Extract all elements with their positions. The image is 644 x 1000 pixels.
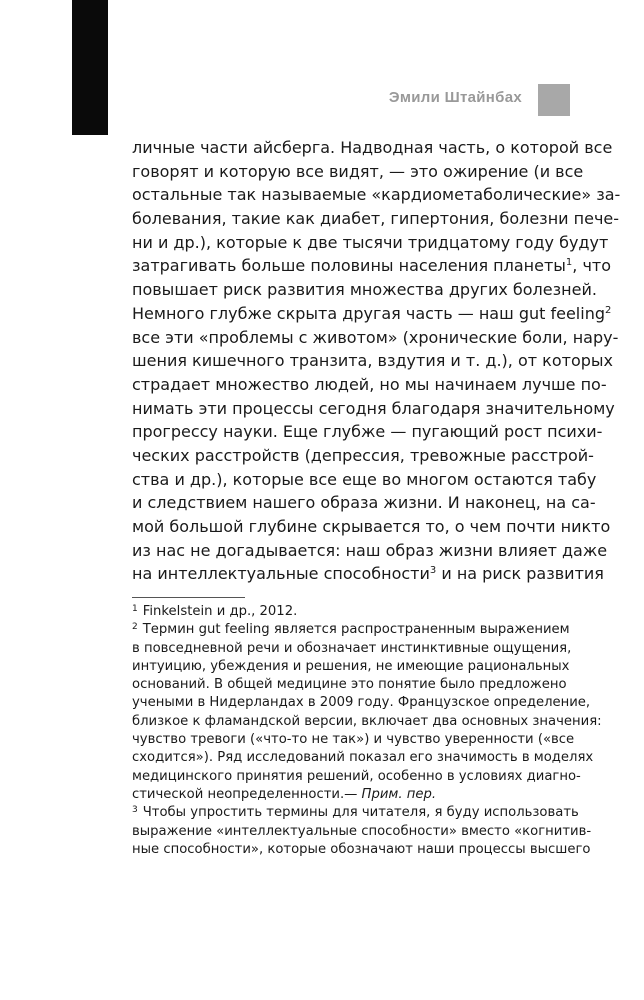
footnote-ref-3[interactable]: 3 bbox=[429, 565, 437, 577]
author-name: Эмили Штайнбах bbox=[388, 89, 522, 106]
text-line: говорят и которую все видят, — это ожирение (и все bbox=[132, 161, 584, 181]
footnote-2-line bbox=[132, 786, 558, 804]
text-line bbox=[132, 254, 612, 278]
footnote-ref-1[interactable]: 1 bbox=[565, 257, 573, 269]
text-line: все эти «проблемы с животом» (хронические боли, нару- bbox=[132, 327, 619, 347]
text-line: ни и др.), которые к две тысячи тридцатому году будут bbox=[132, 232, 609, 252]
footnote-2-line: в повседневной речи и обозначает инстинктивные ощущения, bbox=[132, 640, 572, 656]
translator-note: — Прим. пер. bbox=[344, 786, 437, 802]
main-text bbox=[132, 136, 621, 586]
text-fragment: на интеллектуальные способности bbox=[132, 564, 430, 584]
text-line: и следствием нашего образа жизни. И наконец, на са- bbox=[132, 493, 596, 513]
footnote-separator bbox=[132, 597, 245, 598]
text-line: ства и др.), которые все еще во многом остаются табу bbox=[132, 469, 597, 489]
footnote-number: 3 bbox=[132, 805, 138, 816]
footnote-text: Finkelstein и др., 2012. bbox=[142, 604, 298, 619]
text-line: шения кишечного транзита, вздутия и т. д.), от которых bbox=[132, 351, 613, 371]
running-header bbox=[370, 84, 570, 114]
footnote-2-line: близкое к фламандской версии, включает два основных значения: bbox=[132, 713, 602, 729]
text-line: страдает множество людей, но мы начинаем лучше по- bbox=[132, 374, 607, 394]
footnote-text: стической неопределенности. bbox=[132, 786, 345, 802]
text-line: остальные так называемые «кардиометаболические» за- bbox=[132, 185, 621, 205]
text-fragment: , что bbox=[572, 256, 612, 276]
footnote-ref-2[interactable]: 2 bbox=[605, 304, 612, 316]
text-line: личные части айсберга. Надводная часть, о которой все bbox=[132, 138, 613, 157]
footnote-3-line bbox=[132, 804, 579, 822]
text-line: нимать эти процессы сегодня благодаря значительному bbox=[132, 398, 615, 418]
footnote-3-line: выражение «интеллектуальные способности» вместо «когнитив- bbox=[132, 823, 592, 839]
footnote-3-line: ные способности», которые обозначают наши процессы высшего bbox=[132, 841, 591, 857]
text-line bbox=[132, 562, 604, 586]
footnote-2-line: интуицию, убеждения и решения, не имеющие рациональных bbox=[132, 658, 570, 674]
footnote-number: 2 bbox=[132, 622, 138, 633]
footnote-2-line: учеными в Нидерландах в 2009 году. Французское определение, bbox=[132, 695, 591, 711]
footnote-2-line: чувство тревоги («что-то не так») и чувство уверенности («все bbox=[132, 732, 575, 748]
text-line: из нас не догадывается: наш образ жизни влияет даже bbox=[132, 540, 608, 560]
header-square-marker bbox=[538, 84, 570, 116]
footnote-number: 1 bbox=[132, 604, 138, 614]
footnote-2-line: оснований. В общей медицине это понятие было предложено bbox=[132, 677, 567, 693]
text-fragment: затрагивать больше половины населения планеты bbox=[132, 256, 566, 276]
text-line: повышает риск развития множества других болезней. bbox=[132, 280, 597, 300]
footnote-2-line: медицинского принятия решений, особенно в условиях диагно- bbox=[132, 768, 581, 784]
footnotes bbox=[132, 603, 602, 859]
text-fragment: Немного глубже скрыта другая часть — наш gut feeling bbox=[132, 303, 605, 323]
text-line bbox=[132, 302, 612, 326]
footnote-2-line: сходится»). Ряд исследований показал его значимость в моделях bbox=[132, 750, 594, 766]
footnote-2-line bbox=[132, 621, 570, 639]
chapter-edge-tab bbox=[72, 0, 108, 135]
text-line: болевания, такие как диабет, гипертония, болезни пече- bbox=[132, 209, 620, 229]
text-fragment: и на риск развития bbox=[436, 564, 604, 584]
text-line: мой большой глубине скрывается то, о чем почти никто bbox=[132, 517, 611, 536]
footnote-1 bbox=[132, 603, 558, 621]
text-line: прогрессу науки. Еще глубже — пугающий рост психи- bbox=[132, 422, 603, 442]
text-line: ческих расстройств (депрессия, тревожные расстрой- bbox=[132, 445, 594, 465]
footnote-text: Термин gut feeling является распространенным выражением bbox=[142, 622, 570, 638]
footnote-text: Чтобы упростить термины для читателя, я буду использовать bbox=[142, 805, 579, 821]
